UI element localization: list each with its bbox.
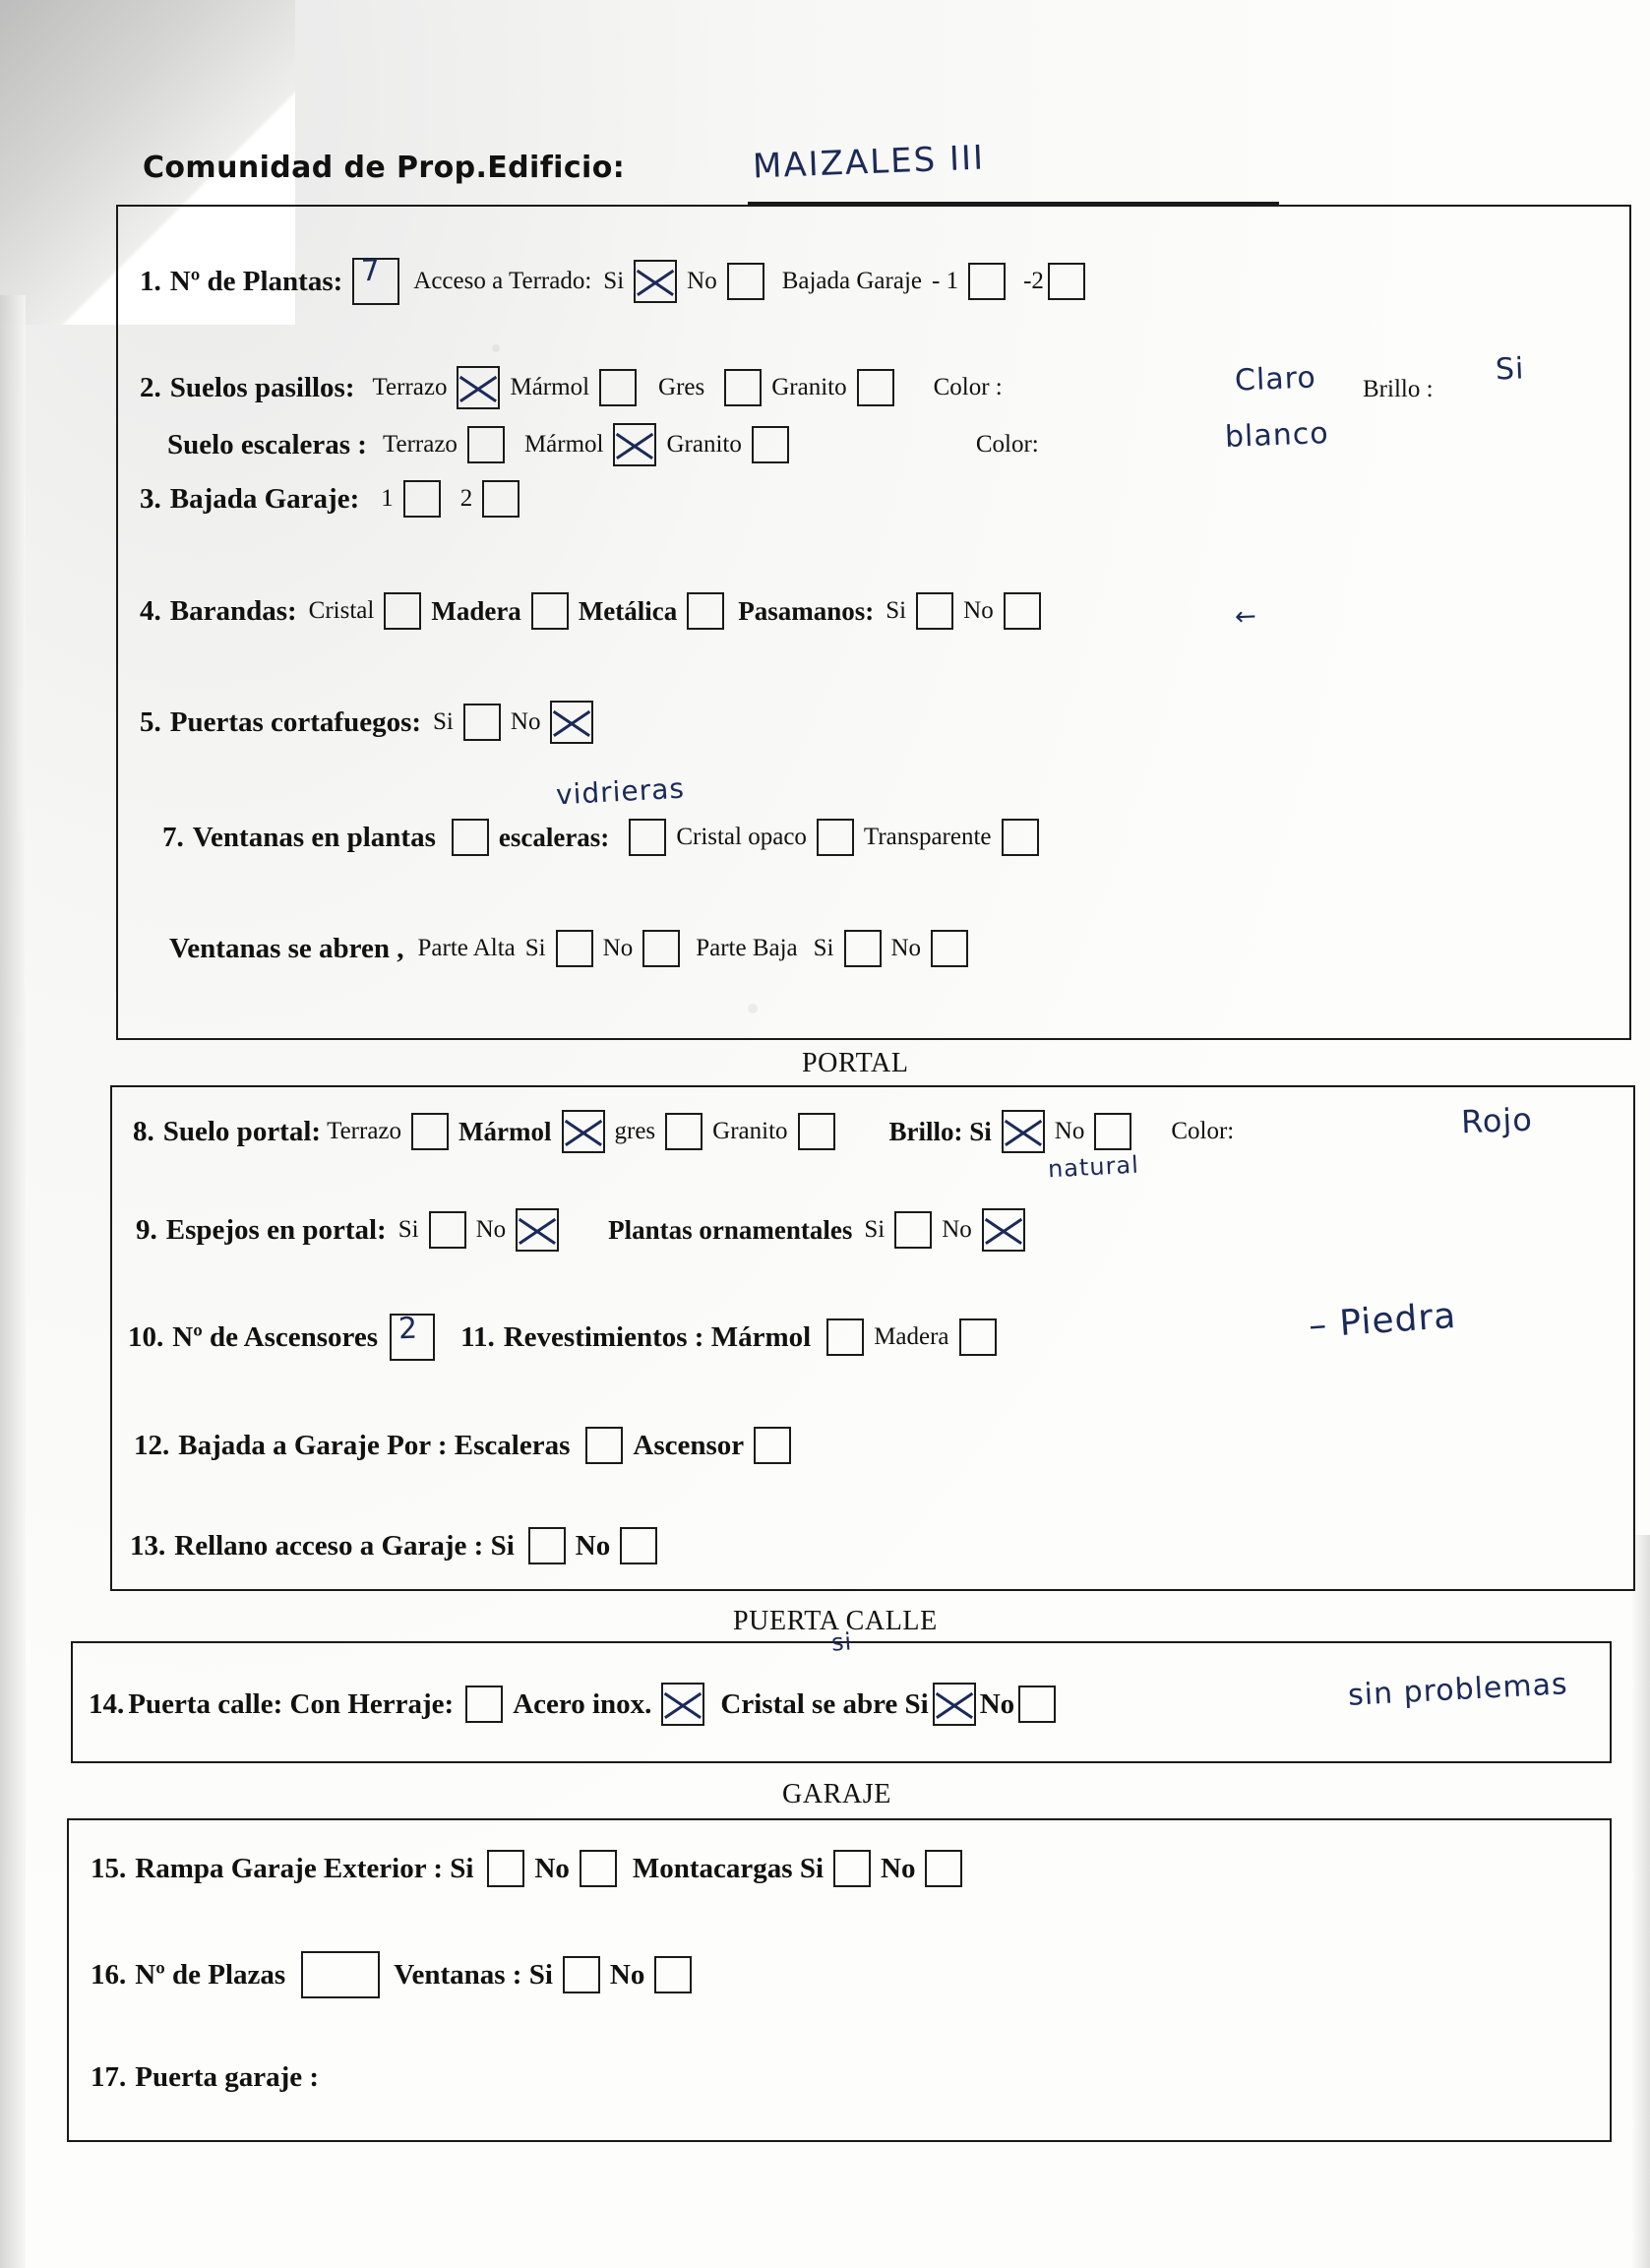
q1-acceso-label: Acceso a Terrado: <box>413 268 592 294</box>
q15-montacargas-no-checkbox[interactable] <box>925 1850 962 1887</box>
q13-no-checkbox[interactable] <box>620 1527 657 1564</box>
q16-plazas-input[interactable] <box>301 1951 380 1998</box>
q2-color-label: Color : <box>933 374 1003 400</box>
q9-no-label: No <box>475 1216 507 1243</box>
q8-terrazo-checkbox[interactable] <box>411 1113 449 1150</box>
q2-color-value: Claro <box>1234 360 1317 398</box>
q1-opt1-label: - 1 <box>932 268 959 294</box>
q8-gres-checkbox[interactable] <box>665 1113 703 1150</box>
q2-marmol-label: Mármol <box>510 374 590 400</box>
q7-cristal-opaco-label: Cristal opaco <box>676 824 807 850</box>
q8-no-label: No <box>1054 1118 1085 1144</box>
q15-no-label: No <box>534 1852 570 1884</box>
q14-cristal-no-checkbox[interactable] <box>1018 1686 1056 1723</box>
q8-brillo-no-checkbox[interactable] <box>1094 1113 1131 1150</box>
q4-label: Barandas: <box>169 594 297 627</box>
q2-gres-label: Gres <box>658 374 705 400</box>
q16-ventanas-no-checkbox[interactable] <box>654 1956 692 1993</box>
q8-color-value: Rojo <box>1460 1100 1534 1141</box>
page-right-edge-shadow <box>1632 1535 1650 2268</box>
q7-plantas-checkbox[interactable] <box>452 819 489 856</box>
q4-metalica-checkbox[interactable] <box>687 592 724 630</box>
q2-label: Suelos pasillos: <box>169 371 355 403</box>
q4-si-label: Si <box>886 597 907 624</box>
section-portal-title: PORTAL <box>802 1048 909 1078</box>
q13-no-label: No <box>575 1529 611 1562</box>
q12-escaleras-checkbox[interactable] <box>585 1427 623 1464</box>
q7-alta-si-label: Si <box>524 935 546 961</box>
q14-note-handwritten: sin problemas <box>1347 1667 1569 1713</box>
q15-montacargas-label: Montacargas Si <box>632 1852 825 1884</box>
q7-baja-si-checkbox[interactable] <box>844 930 882 967</box>
q4-pasamanos-si-checkbox[interactable] <box>916 592 953 630</box>
q5-si-checkbox[interactable] <box>463 704 501 741</box>
q12-label: Bajada a Garaje Por : Escaleras <box>178 1429 571 1461</box>
q7-parte-baja-label: Parte Baja <box>696 935 798 961</box>
q1-number: 1. <box>140 265 161 297</box>
q3-opt2-label: 2 <box>459 485 473 512</box>
q5-no-checkbox[interactable] <box>550 701 593 744</box>
q1-bajada-1-checkbox[interactable] <box>968 263 1006 300</box>
q7-parte-alta-label: Parte Alta <box>417 935 516 961</box>
q5-si-label: Si <box>433 708 454 735</box>
q2-brillo-label: Brillo : <box>1363 376 1434 402</box>
q2-stairs-granito-mark[interactable] <box>613 423 656 466</box>
q7-alta-si-checkbox[interactable] <box>556 930 593 967</box>
q14-note2-handwritten: si <box>830 1627 854 1657</box>
q2-stairs-marmol-label: Mármol <box>523 431 604 458</box>
q7-cristal-opaco-checkbox[interactable] <box>817 819 854 856</box>
q15-label: Rampa Garaje Exterior : Si <box>135 1852 474 1884</box>
q7-escaleras-label: escaleras: <box>498 822 610 852</box>
q1-no-label: No <box>687 268 717 294</box>
q4-madera-label: Madera <box>431 595 521 626</box>
q1-plantas-input[interactable] <box>352 253 399 305</box>
q2-terrazo-checkbox[interactable] <box>457 366 500 409</box>
q1-si-label: Si <box>603 268 625 294</box>
q15-no-checkbox[interactable] <box>580 1850 617 1887</box>
q5-number: 5. <box>140 705 161 738</box>
q16-number: 16. <box>91 1958 127 1991</box>
q7-baja-no-label: No <box>890 935 922 961</box>
q4-cristal-checkbox[interactable] <box>384 592 421 630</box>
q1-acceso-si-checkbox[interactable] <box>634 260 677 303</box>
q9-plantas-no-label: No <box>942 1216 972 1243</box>
q10-ascensores-input[interactable] <box>390 1311 435 1361</box>
q9-number: 9. <box>136 1213 157 1246</box>
q2-stairs-granito-checkbox[interactable] <box>752 426 789 463</box>
q14-number: 14. <box>89 1687 125 1720</box>
q11-marmol-checkbox[interactable] <box>826 1318 864 1356</box>
q7-label: Ventanas en plantas <box>192 821 436 853</box>
q14-herraje-checkbox[interactable] <box>465 1686 503 1723</box>
q8-marmol-label: Mármol <box>458 1116 552 1146</box>
q14-label: Puerta calle: Con Herraje: <box>128 1687 455 1720</box>
q2-gres-checkbox[interactable] <box>724 369 762 406</box>
section-puerta-calle-title: PUERTA CALLE <box>733 1606 938 1636</box>
q11-label: Revestimientos : Mármol <box>503 1320 812 1353</box>
q12-ascensor-checkbox[interactable] <box>754 1427 791 1464</box>
q3-number: 3. <box>140 482 161 515</box>
q2-stairs-terrazo-checkbox[interactable] <box>467 426 505 463</box>
q2-stairs-color-label: Color: <box>975 431 1039 458</box>
q9-plantas-label: Plantas ornamentales <box>608 1214 853 1245</box>
q7-alta-no-label: No <box>602 935 634 961</box>
q7-transparente-label: Transparente <box>863 824 992 850</box>
q10-ascensores-value: 2 <box>397 1311 419 1347</box>
q1-bajada-label: Bajada Garaje <box>781 268 922 294</box>
q2-terrazo-label: Terrazo <box>372 374 448 400</box>
q8-brillo-si-checkbox[interactable] <box>1002 1110 1045 1153</box>
q2-stairs-terrazo-label: Terrazo <box>382 431 458 458</box>
q8-color-label: Color: <box>1171 1118 1235 1144</box>
q9-plantas-no-checkbox[interactable] <box>982 1208 1025 1252</box>
q8-terrazo-label: Terrazo <box>327 1118 402 1144</box>
q15-montacargas-no-label: No <box>881 1852 916 1884</box>
q9-label: Espejos en portal: <box>165 1213 387 1246</box>
q9-si-checkbox[interactable] <box>429 1211 466 1249</box>
q1-label: Nº de Plantas: <box>169 265 343 297</box>
q4-metalica-label: Metálica <box>578 595 678 626</box>
q17-number: 17. <box>91 2061 127 2093</box>
q13-label: Rellano acceso a Garaje : Si <box>174 1529 515 1562</box>
q7-open-label: Ventanas se abren , <box>169 932 404 964</box>
q16-ventanas-si-checkbox[interactable] <box>563 1956 600 1993</box>
q4-no-label: No <box>963 597 994 624</box>
q8-gres-mark[interactable] <box>562 1110 605 1153</box>
q8-gres-label: gres <box>614 1118 656 1144</box>
q3-label: Bajada Garaje: <box>169 482 360 515</box>
q9-si-label: Si <box>397 1216 419 1243</box>
q2-brillo-value: Si <box>1495 351 1526 388</box>
q2-stairs-color-value: blanco <box>1224 415 1330 456</box>
q7-baja-no-checkbox[interactable] <box>931 930 968 967</box>
q7-escaleras-checkbox[interactable] <box>629 819 666 856</box>
q15-montacargas-si-checkbox[interactable] <box>833 1850 871 1887</box>
q4-number: 4. <box>140 594 161 627</box>
q1-opt2-label: -2 <box>1023 268 1044 294</box>
q11-note-handwritten: – Piedra <box>1307 1295 1458 1347</box>
q7-note-handwritten: vidrieras <box>555 771 686 812</box>
q16-label: Nº de Plazas <box>135 1958 286 1991</box>
q2-stairs-label: Suelo escaleras : <box>167 428 367 460</box>
q11-number: 11. <box>460 1320 495 1353</box>
q1-acceso-no-checkbox[interactable] <box>727 263 764 300</box>
q8-label: Suelo portal: <box>162 1115 322 1147</box>
q11-madera-label: Madera <box>874 1323 949 1350</box>
q7-transparente-checkbox[interactable] <box>1002 819 1039 856</box>
q5-no-label: No <box>510 708 541 735</box>
q12-ascensor-label: Ascensor <box>633 1429 745 1461</box>
q3-opt1-checkbox[interactable] <box>403 480 441 518</box>
q3-opt2-checkbox[interactable] <box>482 480 519 518</box>
q3-opt1-label: 1 <box>381 485 394 512</box>
q4-pasamanos-no-checkbox[interactable] <box>1004 592 1041 630</box>
q14-cristal-si-checkbox[interactable] <box>933 1683 976 1726</box>
page-left-edge-shadow <box>0 295 26 2268</box>
q9-no-checkbox[interactable] <box>516 1208 559 1252</box>
q12-number: 12. <box>134 1429 170 1461</box>
q16-no-label: No <box>609 1958 645 1991</box>
q2-marmol-checkbox[interactable] <box>599 369 637 406</box>
q9-plantas-si-label: Si <box>864 1216 886 1243</box>
q8-brillo-label: Brillo: Si <box>888 1116 992 1146</box>
q1-plantas-value: 7 <box>360 253 383 289</box>
q16-ventanas-label: Ventanas : Si <box>394 1958 553 1991</box>
q13-si-checkbox[interactable] <box>528 1527 566 1564</box>
building-name-handwritten: MAIZALES III <box>752 138 986 187</box>
q11-madera-checkbox[interactable] <box>959 1318 997 1356</box>
q2-stairs-granito-label: Granito <box>666 431 742 458</box>
q5-label: Puertas cortafuegos: <box>169 705 422 738</box>
q4-madera-checkbox[interactable] <box>531 592 569 630</box>
q2-granito-checkbox[interactable] <box>857 369 894 406</box>
q8-note-handwritten: natural <box>1047 1150 1140 1184</box>
q1-bajada-2-checkbox[interactable] <box>1048 263 1085 300</box>
q7-baja-si-label: Si <box>813 935 834 961</box>
q4-pasamanos-label: Pasamanos: <box>738 595 875 626</box>
q8-number: 8. <box>133 1115 154 1147</box>
q2-granito-label: Granito <box>771 374 847 400</box>
q15-number: 15. <box>91 1852 127 1884</box>
q9-plantas-si-checkbox[interactable] <box>894 1211 932 1249</box>
q2-number: 2. <box>140 371 161 403</box>
q10-number: 10. <box>128 1320 164 1353</box>
page-title: Comunidad de Prop.Edificio: <box>143 151 626 185</box>
q4-arrow-mark: ← <box>1234 601 1258 633</box>
q17-label: Puerta garaje : <box>135 2061 320 2093</box>
q13-number: 13. <box>130 1529 166 1562</box>
q7-number: 7. <box>162 821 184 853</box>
q14-acero-label: Acero inox. <box>513 1687 652 1720</box>
section-garaje-title: GARAJE <box>782 1779 891 1809</box>
q8-granito-checkbox[interactable] <box>798 1113 835 1150</box>
q10-label: Nº de Ascensores <box>172 1320 379 1353</box>
q4-cristal-label: Cristal <box>308 597 375 624</box>
q15-si-checkbox[interactable] <box>487 1850 524 1887</box>
q7-alta-no-checkbox[interactable] <box>642 930 680 967</box>
q8-granito-label: Granito <box>712 1118 788 1144</box>
q14-cristal-label: Cristal se abre Si <box>720 1687 929 1720</box>
q14-acero-checkbox[interactable] <box>661 1683 704 1726</box>
q14-no-label: No <box>979 1687 1015 1720</box>
